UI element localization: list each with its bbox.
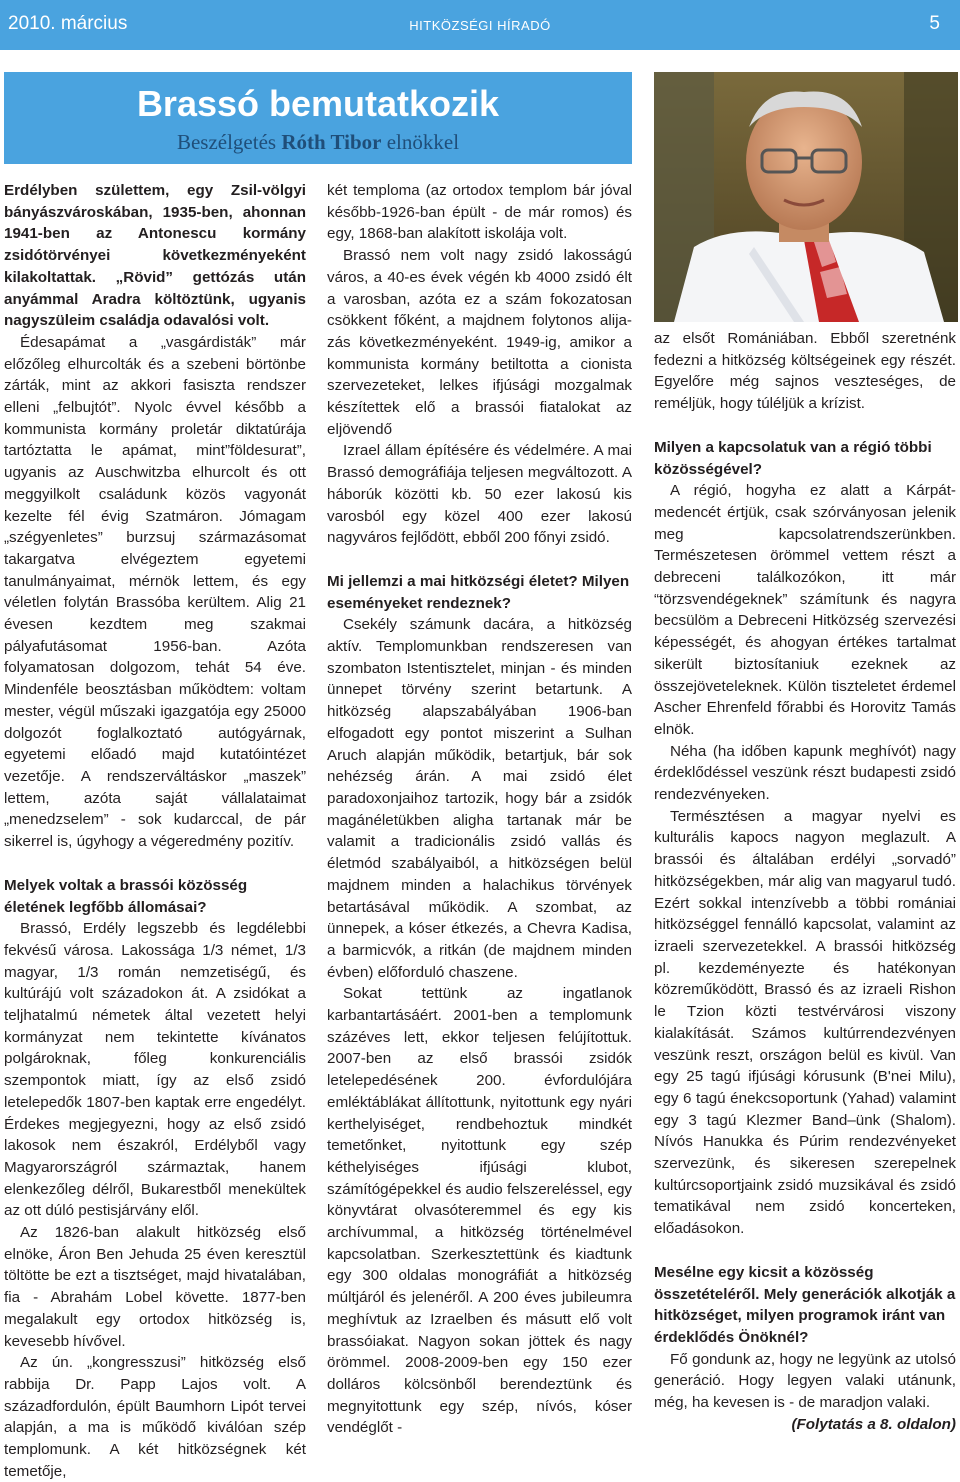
interview-question: Mi jellemzi a mai hitközségi életet? Milyen eseményeket rendeznek? [327,572,630,612]
paragraph: Édesapámat a „vasgárdisták” már előzőleg elhurcolták és a szebeni börtönbe zárták, mint az akkori fasiszta rendszer elleni „felbujtót”. Nyolc évvel később a kommunista kormány proletár diktatúrája tartóztatta le apámat, mint”földesurat”, ugyanis az Auschwitzba elhurcolt és ott meggyilkolt családunk közös vagyonát kezelte fél évig Szatmáron. Jómagam „szégyenletes” burzsuj származásomat takargatva elvégeztem egyetemi tanulmányaimat, mérnök lettem, és egy véletlen folytán Brassóba kerültem. Alig 21 évesen kezdtem meg szakmai pályafutásomat 1956-ban. Azóta folyamatosan dolgozom, tehát 54 éve. Mindenféle beosztásban működtem: voltam mester, végül műszaki igazgatója egy 25000 dolgozót foglalkoztató autógyárnak, egyetemi előadó majd kutatóintézet vezetője. A rendszerváltáskor „maszek” lettem, azóta saját vállalataimat „menedzselem” - sok kudarccal, de pár sikerrel is, úgyhogy a végeredmény pozitív. [4,333,306,851]
paragraph: Izrael állam építésére és védelmére. A mai Brassó demográfiája teljesen megváltozott. A háborúk közötti kb. 50 ezer lakosú kis varosból egy közel 400 ezer lakosú nagyváros fejlődött, ebből 200 főnyi zsidó. [327,442,632,547]
paragraph: Természtésen a magyar nyelvi es kulturális kapocs nagyon meglazult. A brassói és általában erdélyi „sorvadó” hitközségekben, már alig van magyarul tudó. Ezért sokkal intenzívebb a többi romániai hitközséggel fennálló kapcsolat, valamint az izraeli szervezetekkel. A brassói hitközség pl. kezdeményezte és hatékonyan közreműködött, Brassó és az izraeli Rishon le Tzion közti testvérvárosi viszony kialakítását. Számos kultúrrendezvényen veszünk reszt, országon belül es kivül. Van egy 25 tagú ifjúsági kórusunk (B'nei Milu), egy 6 tagú énekcsoportunk (Yahad) valamint egy 3 tagú Klezmer Band–ünk (Shalom). Nívós Hanukka és Púrim rendezvényeket szervezünk, és sikeresen szerepelnek kultúrcsoportjaink zsidó muzsikával és zsidó tematikával nem zsidó koncerteken, előadásokon. [654,807,956,1238]
paragraph: két temploma (az ortodox templom bár jóval később-1926-ban épült - de már romos) és egy, 1868-ban alakított iskolája volt. [327,182,632,243]
title-box [4,72,632,164]
article-column-1 [4,180,306,1482]
portrait-photo-icon [654,72,958,322]
paragraph: Fő gondunk az, hogy ne legyünk az utolsó generáció. Hogy legyen valaki utánunk, még, ha kevesen is - de maradjon valaki. [654,1350,956,1412]
intro-paragraph: Erdélyben születtem, egy Zsil-völgyi bányászvároskában, 1935-ben, ahonnan 1941-ben az Antonescu kormány zsidótörvényei következményeként kilakoltattak. „Rövid” gettózás után anyámmal Aradra költöztünk, ugyanis nagyszüleim családja odavalósi volt. [4,182,306,330]
subtitle-prefix: Beszélgetés [176,130,277,154]
paragraph: az elsőt Romániában. Ebből szeretnénk fedezni a hitközség költségeinek egy részét. Egyelőre még sajnos veszteséges, de reméljük, hogy túléljük a krízist. [654,330,956,413]
paragraph: A régió, hogyha ez alatt a Kárpát-medencét értjük, csak szórványosan jelenik meg kapcsolatrendszerünkben. Természetesen örömmel vettem részt a debreceni találkozókon, itt már “törzsvendégeknek” számítunk és nagyra becsülöm a Debreceni Hitközség szervezési képességét, és ahogyan értékes tartalmat sikerült biztosítaniuk ezeknek az összejöveteleknek. Külön tiszteletet érdemel Ascher Ehrenfeld főrabbi és Horovitz Tamás elnök. [654,482,956,738]
paragraph: Néha (ha időben kapunk meghívót) nagy érdeklődéssel veszünk részt budapesti zsidó rendezvényeken. [654,742,956,804]
paragraph: Csekély számunk dacára, a hitközség aktív. Templomunkban rendszeresen van szombaton Istentisztelet, minjan - és minden ünnepet törvény szerint betartunk. A hitközség alapszabályában 1906-ban elfogadott egy pontot miszerint a Sulhan Aruch alapján működik, betartjuk, bár sok nehézség árán. A mai zsidó élet paradoxonjaihoz tartozik, hogy bár a zsidók magánéletükben aligha tartanak már be valamit a tradicionális zsidó vallás és életmód szabályaiból, a hitközségen belül majdnem minden a halachikus törvények betartásával működik. A szombat, az ünnepek, a kóser étkezés, a Chevra Kadisa, a barmicvók, a ritkán (de majdnem minden évben) előforduló chaszene. [327,616,632,981]
paragraph: Az 1826-ban alakult hitközség első elnöke, Áron Ben Jehuda 25 éven keresztül töltötte be ezt a tisztséget, majd hivatalában, fia - Abrahám Lobel követte. 1877-ben megalakult egy ortodox hitközség is, kevesebb hívővel. [4,1224,306,1350]
issue-date: 2010. március [8,13,128,34]
article-column-3 [654,328,956,1435]
continued-on-page[interactable]: (Folytatás a 8. oldalon) [791,1415,956,1433]
subtitle-interviewee: Róth Tibor [281,130,382,154]
paragraph: Brassó, Erdély legszebb és legdélebbi fekvésű városa. Lakossága 1/3 német, 1/3 magyar, 1/3 román nemzetiségű, és kultúrájú volt századokon át. A zsidókat a teljhatalmú németek által vezetett helyi kormányzat nem tekintette kívánatos polgároknak, főleg konkurenciális szempontok miatt, így az első zsidó letelepedők 1807-ben kaptak erre engedélyt. Érdekes megjegyezni, hogy az első zsidó lakosok nem északról, Erdélyből vagy Magyarországról származtak, hanem elenkezőleg délről, Bukarestből menekültek az ott dúló pestisjárvány elől. [4,920,306,1220]
article-subtitle [4,130,632,155]
interview-question: Melyek voltak a brassói közösség életének legfőbb állomásai? [4,876,248,916]
paragraph: Az ún. „kongresszusi” hitközség első rabbija Dr. Papp Lajos volt. A századfordulón, épült Baumhorn Lipót tervei alapján, a ma is működő kiválóan szép templomunk. A két hitközségnek két temetője, [4,1354,306,1480]
interview-question: Mesélne egy kicsit a közösség összetételéről. Mely generációk alkotják a hitközséget, milyen programok iránt van érdeklődés Önöknél? [654,1263,956,1346]
publication-name: HITKÖZSÉGI HÍRADÓ [409,18,551,33]
page-header-bar [0,0,960,50]
article-column-2 [327,180,632,1439]
article-title: Brassó bemutatkozik [136,83,500,124]
page-number: 5 [929,13,940,34]
subtitle-suffix: elnökkel [386,130,460,154]
paragraph: Brassó nem volt nagy zsidó lakosságú város, a 40-es évek végén kb 4000 zsidó élt a varosban, azóta ez a szám fokozatosan csökkent főként, a majdnem folytonos alija-zás következményeként. 1949-ig, amikor a kommunista kormány betiltotta a cionista szervezeteket, lelkes ifjúsági mozgalmak készítettek elő a brassói fiatalokat az eljövendő [327,247,632,438]
interview-question: Milyen a kapcsolatuk van a régió többi közösségével? [654,438,932,478]
paragraph: Sokat tettünk az ingatlanok karbantartásáért. 2001-ben a templomunk százéves lett, ekkor teljesen felújítottuk. 2007-ben az első brassói zsidók letelepedésének 200. évfordulójára emléktáblákat állítottunk, nyitottunk egy nyári kerthelyiséget, rendbehoztuk mindkét temetőnket, nyitottunk egy szép kéthelyiséges ifjúsági klubot, számítógépekkel és audio felszereléssel, egy könyvtárat olvasóteremmel és egy kis archívummal, a hitközség történelmével kapcsolatban. Szerkesztettünk és kiadtunk egy 300 oldalas monográfiát a hitközség múltjáról és jelenéről. A 200 éves jubileumra meghívtuk az Izraelben és másutt elő volt brassóiakat. Nagyon sokan jöttek és nagy örömmel. 2008-2009-ben egy 150 ezer dolláros kölcsönből berendeztünk és megnyitottunk egy szép, nívós, kóser vendéglőt - [327,985,632,1437]
portrait-photo [654,72,958,322]
